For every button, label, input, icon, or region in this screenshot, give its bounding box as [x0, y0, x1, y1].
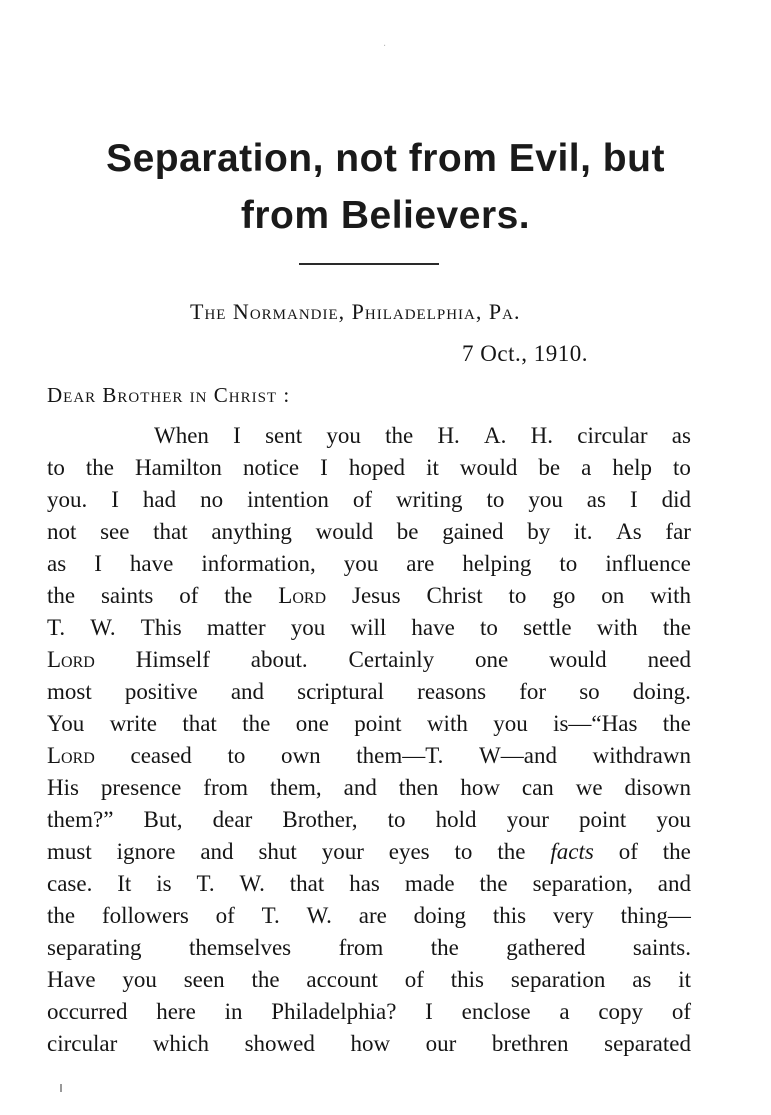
body-word: A. — [484, 423, 507, 448]
body-word: His — [47, 775, 79, 800]
body-word: you — [493, 711, 528, 736]
body-word: it. — [573, 519, 593, 544]
body-word: the — [662, 615, 691, 640]
body-line — [47, 740, 691, 772]
title-line-2: from Believers. — [240, 194, 531, 237]
print-speck: · — [383, 41, 387, 52]
body-word: This — [140, 615, 182, 640]
body-word: have — [411, 615, 455, 640]
body-word: I — [94, 551, 102, 576]
body-word: which — [152, 1031, 210, 1056]
body-word: gained — [442, 519, 504, 544]
body-line — [47, 612, 691, 644]
body-word: dear — [212, 807, 253, 832]
body-line — [47, 836, 691, 868]
body-word: doing. — [632, 679, 691, 704]
body-word: see — [100, 519, 130, 544]
body-word: the — [662, 711, 691, 736]
body-word: You — [47, 711, 85, 736]
body-word: But, — [143, 807, 183, 832]
body-line — [47, 996, 691, 1028]
body-word: facts — [550, 839, 594, 864]
body-word: we — [575, 775, 603, 800]
title-divider — [299, 263, 439, 265]
body-word: matter — [206, 615, 266, 640]
body-line — [47, 484, 691, 516]
body-word: so — [579, 679, 600, 704]
body-word: for — [519, 679, 547, 704]
letter-date: 7 Oct., 1910. — [462, 341, 588, 366]
body-word: you. — [47, 487, 88, 512]
body-word: in — [224, 999, 243, 1024]
body-word: not — [47, 519, 77, 544]
body-word: gathered — [506, 935, 586, 960]
body-word: this — [492, 903, 527, 928]
body-word: had — [142, 487, 177, 512]
body-word: separation — [510, 967, 606, 992]
body-word: T. — [47, 615, 66, 640]
body-word: separating — [47, 935, 142, 960]
body-word: copy — [598, 999, 644, 1024]
body-word: that — [153, 519, 188, 544]
body-word: as — [632, 967, 652, 992]
body-word: that — [182, 711, 217, 736]
body-word: As — [616, 519, 642, 544]
body-word: have — [129, 551, 174, 576]
body-word: would — [315, 519, 374, 544]
body-word: that — [289, 871, 325, 896]
body-word: Lord — [278, 583, 327, 608]
body-word: the — [479, 871, 508, 896]
body-word: no — [200, 487, 224, 512]
body-word: influence — [605, 551, 691, 576]
body-word: Philadelphia? — [271, 999, 397, 1024]
body-word: Lord — [47, 647, 95, 672]
body-line — [47, 676, 691, 708]
body-word: must — [47, 839, 92, 864]
body-word: Christ — [426, 583, 483, 608]
body-line — [47, 964, 691, 996]
body-word: information, — [201, 551, 316, 576]
body-word: a — [559, 999, 570, 1024]
body-word: point — [354, 711, 402, 736]
body-word: shut — [258, 839, 297, 864]
body-word: one — [295, 711, 329, 736]
body-word: how — [460, 775, 500, 800]
body-word: be — [538, 455, 561, 480]
body-word: Hamilton — [135, 455, 222, 480]
body-word: the — [242, 711, 271, 736]
body-word: a — [581, 455, 592, 480]
body-word: help — [612, 455, 652, 480]
body-word: them—T. — [356, 743, 444, 768]
body-word: notice — [242, 455, 300, 480]
body-word: this — [450, 967, 484, 992]
body-word: settle — [523, 615, 572, 640]
body-word: and — [343, 775, 377, 800]
body-word: occurred — [47, 999, 128, 1024]
body-word: W—and — [479, 743, 557, 768]
body-word: then — [398, 775, 439, 800]
body-word: followers — [101, 903, 189, 928]
letter-place: The Normandie, Philadelphia, Pa. — [190, 299, 521, 324]
body-word: separation, — [532, 871, 633, 896]
body-line — [47, 420, 691, 452]
body-word: our — [425, 1031, 457, 1056]
body-word: case. — [47, 871, 93, 896]
body-word: to — [559, 551, 578, 576]
body-word: saints — [100, 583, 154, 608]
body-word: as — [47, 551, 67, 576]
body-word: go — [552, 583, 576, 608]
body-word: to — [454, 839, 473, 864]
body-word: saints. — [632, 935, 691, 960]
body-word: you — [290, 615, 326, 640]
body-word: of — [671, 999, 691, 1024]
body-word: ceased — [130, 743, 192, 768]
body-word: to — [47, 455, 65, 480]
body-word: own — [281, 743, 321, 768]
body-word: positive — [124, 679, 198, 704]
body-word: Himself — [135, 647, 210, 672]
body-line — [47, 772, 691, 804]
body-word: hold — [435, 807, 477, 832]
body-word: seen — [183, 967, 225, 992]
body-word: and — [230, 679, 265, 704]
body-word: and — [657, 871, 691, 896]
body-word: I — [320, 455, 328, 480]
body-word: thing— — [620, 903, 691, 928]
body-word: the — [85, 455, 115, 480]
body-word: can — [521, 775, 554, 800]
body-word: eyes — [388, 839, 430, 864]
body-word: by — [527, 519, 551, 544]
body-word: to — [227, 743, 246, 768]
body-word: of — [618, 839, 638, 864]
body-line — [47, 452, 691, 484]
body-word: the — [497, 839, 526, 864]
body-word: to — [480, 615, 498, 640]
body-word: ignore — [116, 839, 176, 864]
body-word: themselves — [188, 935, 292, 960]
body-word: the — [385, 423, 414, 448]
body-word: scriptural — [297, 679, 385, 704]
body-word: to — [486, 487, 505, 512]
body-word: is—“Has — [553, 711, 638, 736]
body-word: you — [122, 967, 157, 992]
body-word: it — [426, 455, 439, 480]
body-word: I — [425, 999, 433, 1024]
body-word: as — [586, 487, 606, 512]
body-word: of — [404, 967, 424, 992]
body-word: Lord — [47, 743, 95, 768]
title-line-1: Separation, not from Evil, but — [106, 137, 665, 180]
body-word: most — [47, 679, 92, 704]
body-word: W. — [306, 903, 332, 928]
body-word: the — [47, 903, 76, 928]
body-word: reasons — [417, 679, 487, 704]
body-word: When — [154, 423, 209, 448]
body-word: H. — [437, 423, 460, 448]
body-word: far — [665, 519, 691, 544]
body-word: with — [650, 583, 691, 608]
body-word: your — [321, 839, 364, 864]
body-line — [47, 1028, 691, 1060]
body-word: hoped — [348, 455, 406, 480]
body-word: from — [203, 775, 248, 800]
body-word: the — [224, 583, 253, 608]
body-word: I — [629, 487, 638, 512]
body-line — [47, 900, 691, 932]
body-word: to — [508, 583, 527, 608]
body-word: will — [350, 615, 387, 640]
body-word: would — [549, 647, 607, 672]
body-word: T. — [261, 903, 280, 928]
body-word: enclose — [461, 999, 531, 1024]
body-word: W. — [239, 871, 265, 896]
body-word: how — [350, 1031, 391, 1056]
body-line — [47, 868, 691, 900]
body-word: I — [233, 423, 241, 448]
body-word: with — [596, 615, 638, 640]
body-word: disown — [624, 775, 691, 800]
body-word: very — [552, 903, 594, 928]
body-word: about. — [250, 647, 308, 672]
body-word: need — [647, 647, 691, 672]
body-word: writing — [396, 487, 463, 512]
body-word: withdrawn — [592, 743, 691, 768]
body-word: showed — [244, 1031, 315, 1056]
body-word: the — [47, 583, 76, 608]
body-line — [47, 516, 691, 548]
letter-body — [47, 420, 691, 1060]
body-word: account — [306, 967, 378, 992]
body-word: you — [326, 423, 361, 448]
body-word: It — [117, 871, 132, 896]
body-word: your — [506, 807, 549, 832]
body-word: from — [338, 935, 384, 960]
body-word: them, — [269, 775, 322, 800]
body-word: to — [387, 807, 406, 832]
body-word: write — [109, 711, 157, 736]
body-word: the — [251, 967, 280, 992]
body-word: circular — [47, 1031, 118, 1056]
body-word: Brother, — [282, 807, 358, 832]
body-line — [47, 644, 691, 676]
salutation: Dear Brother in Christ : — [47, 383, 291, 407]
body-word: the — [430, 935, 459, 960]
body-word: it — [678, 967, 691, 992]
body-word: on — [601, 583, 625, 608]
body-line — [47, 708, 691, 740]
body-word: with — [426, 711, 468, 736]
body-word: be — [396, 519, 419, 544]
body-word: intention — [247, 487, 329, 512]
body-word: presence — [100, 775, 182, 800]
body-word: you — [528, 487, 563, 512]
body-word: of — [352, 487, 373, 512]
body-word: brethren — [491, 1031, 569, 1056]
body-word: as — [671, 423, 691, 448]
body-word: would — [459, 455, 518, 480]
body-word: H. — [530, 423, 554, 448]
body-word: circular — [577, 423, 648, 448]
body-word: are — [358, 903, 387, 928]
body-word: and — [200, 839, 234, 864]
body-word: them?” — [47, 807, 114, 832]
body-word: Jesus — [352, 583, 401, 608]
body-word: is — [156, 871, 172, 896]
body-word: Have — [47, 967, 96, 992]
body-word: separated — [604, 1031, 691, 1056]
body-word: you — [343, 551, 379, 576]
body-line — [47, 580, 691, 612]
body-word: the — [662, 839, 691, 864]
body-word: point — [579, 807, 627, 832]
body-word: has — [349, 871, 380, 896]
body-line — [47, 932, 691, 964]
body-word: here — [156, 999, 196, 1024]
body-word: you — [656, 807, 691, 832]
body-word: one — [475, 647, 509, 672]
body-word: made — [404, 871, 455, 896]
body-word: Certainly — [348, 647, 435, 672]
body-line — [47, 548, 691, 580]
body-word: did — [661, 487, 691, 512]
body-line — [47, 804, 691, 836]
body-word: are — [406, 551, 435, 576]
body-word: I — [111, 487, 119, 512]
body-word: anything — [211, 519, 292, 544]
body-word: helping — [462, 551, 532, 576]
body-word: to — [672, 455, 691, 480]
body-word: W. — [90, 615, 116, 640]
print-mark — [60, 1084, 62, 1092]
body-word: of — [179, 583, 199, 608]
body-word: of — [215, 903, 235, 928]
body-word: sent — [265, 423, 303, 448]
body-word: T. — [196, 871, 215, 896]
body-word: doing — [413, 903, 467, 928]
